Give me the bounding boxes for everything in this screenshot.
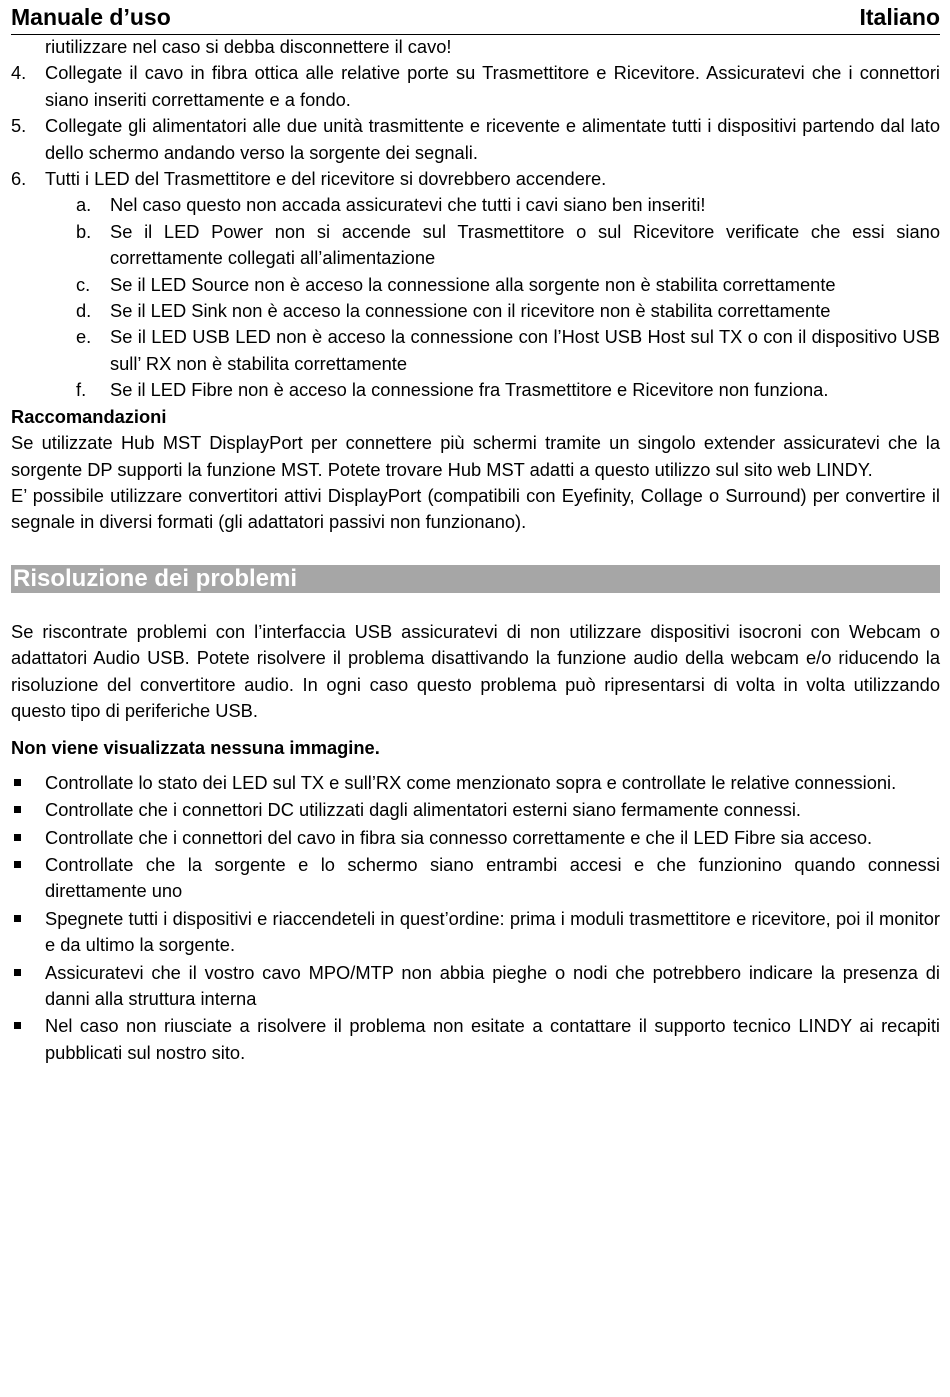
substep-text: Se il LED Sink non è acceso la connessione con il ricevitore non è stabilita correttamente — [110, 300, 831, 322]
bullet-list-item — [11, 906, 940, 959]
step-item — [11, 60, 940, 113]
step-text: Collegate il cavo in fibra ottica alle relative porte su Trasmettitore e Ricevitore. Assicuratevi che i connettori siano inseriti correttamente e a fondo. — [45, 62, 940, 110]
bullet-text: Assicuratevi che il vostro cavo MPO/MTP non abbia pieghe o nodi che potrebbero indicare la presenza di danni alla struttura interna — [45, 961, 940, 1009]
recommendations-paragraph: E’ possibile utilizzare convertitori attivi DisplayPort (compatibili con Eyefinity, Collage o Surround) per convertire il segnale in diversi formati (gli adattatori passivi non funzionano). — [11, 484, 940, 533]
square-bullet-icon — [14, 969, 21, 976]
bullet-list-item — [11, 852, 940, 905]
bullet-text: Controllate che la sorgente e lo schermo siano entrambi accesi e che funzionino quando connessi direttamente uno — [45, 853, 940, 902]
step-item — [11, 166, 940, 192]
substep-letter: a. — [76, 194, 92, 216]
substep-item — [11, 272, 940, 298]
step-number: 6. — [11, 168, 27, 190]
bullet-list-item — [11, 797, 940, 823]
square-bullet-icon — [14, 779, 21, 786]
step-number: 4. — [11, 62, 27, 84]
step-text: Collegate gli alimentatori alle due unità trasmittente e ricevente e alimentate tutti i dispositivi partendo dal lato dello schermo andando verso la sorgente dei segnali. — [45, 115, 940, 163]
bullet-list-item — [11, 960, 940, 1013]
step-number: 5. — [11, 115, 27, 137]
header-title: Manuale d’uso — [11, 4, 171, 30]
substep-text: Nel caso questo non accada assicuratevi che tutti i cavi siano ben inseriti! — [110, 194, 706, 216]
step-item — [11, 113, 940, 166]
bullet-list-item — [11, 770, 940, 796]
substep-letter: b. — [76, 220, 92, 242]
substep-item — [11, 324, 940, 377]
no-image-heading: Non viene visualizzata nessuna immagine. — [11, 737, 380, 759]
header-language: Italiano — [859, 4, 940, 30]
page-header — [11, 0, 940, 35]
substep-item — [11, 219, 940, 272]
substep-text: Se il LED USB LED non è acceso la connessione con l’Host USB Host sul TX o con il dispositivo USB sull’ RX non è stabilita correttamente — [110, 326, 940, 374]
substep-letter: d. — [76, 300, 92, 322]
substep-letter: f. — [76, 379, 87, 401]
step-text: Tutti i LED del Trasmettitore e del ricevitore si dovrebbero accendere. — [45, 168, 607, 190]
substep-text: Se il LED Fibre non è acceso la connessione fra Trasmettitore e Ricevitore non funziona. — [110, 379, 829, 401]
square-bullet-icon — [14, 1022, 21, 1029]
bullet-text: Controllate che i connettori DC utilizzati dagli alimentatori esterni siano fermamente connessi. — [45, 799, 801, 821]
bullet-text: Controllate lo stato dei LED sul TX e sull’RX come menzionato sopra e controllate le relative connessioni. — [45, 771, 897, 793]
bullet-text: Spegnete tutti i dispositivi e riaccendeteli in quest’ordine: prima i moduli trasmettitore e ricevitore, poi il monitor e da ultimo la sorgente. — [45, 907, 940, 956]
square-bullet-icon — [14, 915, 21, 922]
substep-item — [11, 298, 940, 324]
substep-text: Se il LED Source non è acceso la connessione alla sorgente non è stabilita correttamente — [110, 273, 836, 295]
troubleshooting-intro: Se riscontrate problemi con l’interfaccia USB assicuratevi di non utilizzare dispositivi isocroni con Webcam o adattatori Audio USB. Potete risolvere il problema disattivando la funzione audio della webcam e/o riducendo la risoluzione del convertitore audio. In ogni caso questo problema può ripresentarsi di volta in volta utilizzando questo tipo di periferiche USB. — [11, 620, 940, 721]
square-bullet-icon — [14, 861, 21, 868]
bullet-list-item — [11, 825, 940, 851]
manual-page — [11, 0, 940, 1067]
substep-item — [11, 192, 940, 218]
section-title-bar: Risoluzione dei problemi — [11, 565, 940, 593]
square-bullet-icon — [14, 834, 21, 841]
bullet-text: Nel caso non riusciate a risolvere il problema non esitate a contattare il supporto tecnico LINDY ai recapiti pubblicati sul nostro sito. — [45, 1015, 940, 1063]
page-body — [11, 34, 940, 1066]
square-bullet-icon — [14, 806, 21, 813]
recommendations-paragraph: Se utilizzate Hub MST DisplayPort per connettere più schermi tramite un singolo extender assicuratevi che la sorgente DP supporti la funzione MST. Potete trovare Hub MST adatti a questo utilizzo sul sito web LINDY. — [11, 432, 940, 480]
bullet-text: Controllate che i connettori del cavo in fibra sia connesso correttamente e che il LED Fibre sia acceso. — [45, 826, 873, 848]
recommendations-heading: Raccomandazioni — [11, 405, 167, 427]
continuation-line: riutilizzare nel caso si debba disconnettere il cavo! — [45, 36, 452, 57]
substep-letter: c. — [76, 273, 91, 295]
substep-text: Se il LED Power non si accende sul Trasmettitore o sul Ricevitore verificate che essi siano correttamente collegati all’alimentazione — [110, 220, 940, 269]
substep-item — [11, 377, 940, 403]
substep-letter: e. — [76, 326, 92, 348]
bullet-list-item — [11, 1013, 940, 1066]
